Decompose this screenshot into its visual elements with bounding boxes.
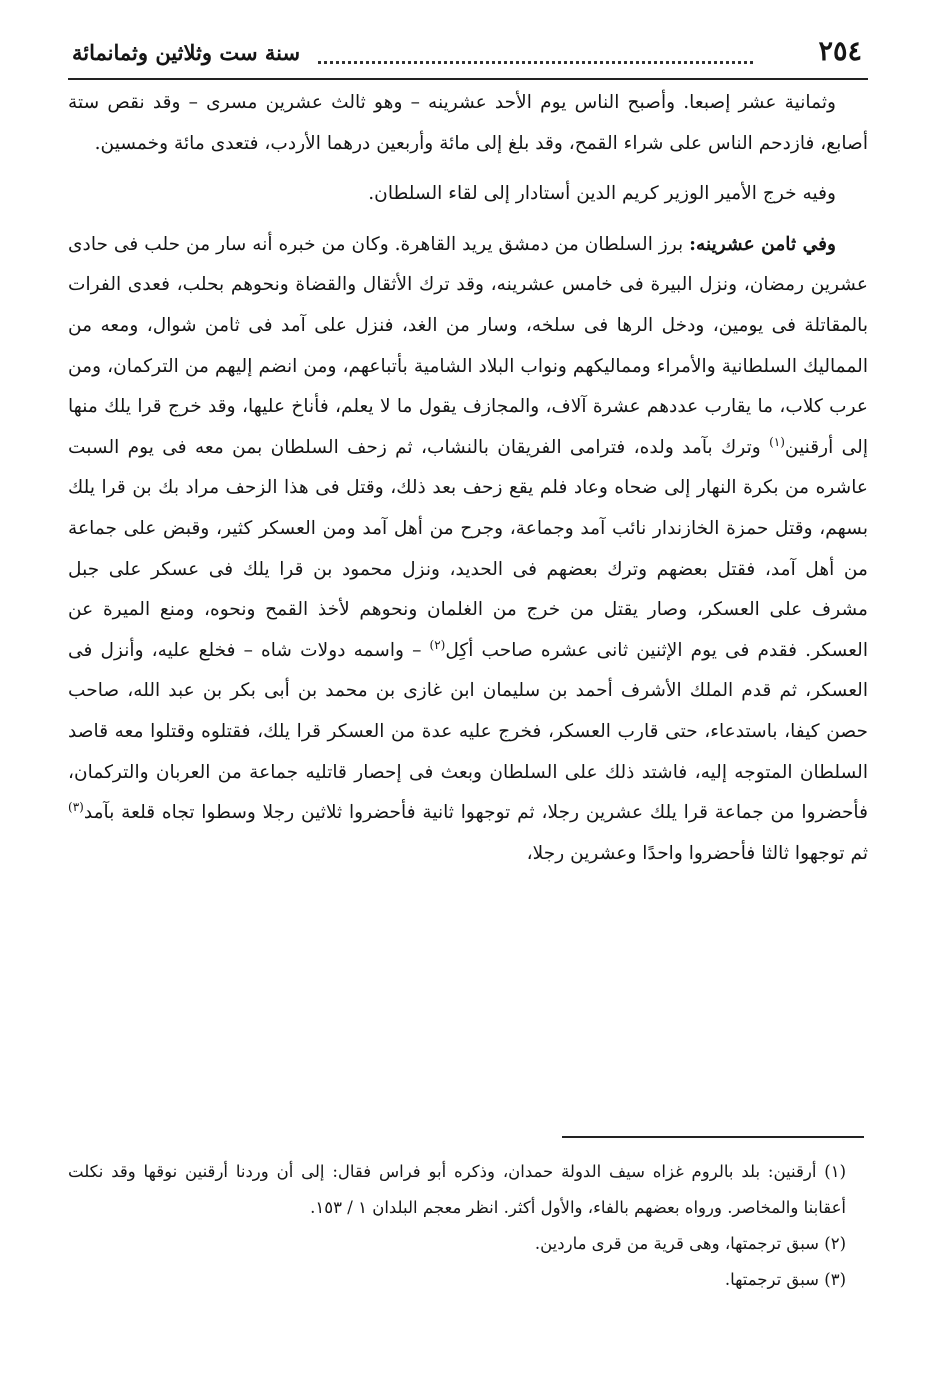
paragraph-3	[68, 225, 868, 875]
header-title: سنة ست وثلاثين وثمانمائة	[72, 40, 301, 65]
footnote-3: (٣) سبق ترجمتها.	[724, 1270, 846, 1289]
paragraph-3-text-b: وترك بآمد ولده، فترامى الفريقان بالنشاب، ثم زحف السلطان بمن معه فى يوم السبت عاشره من بكرة النهار إلى ضحاه وعاد فلم يقع زحف بعد ذلك، وقتل فى هذا الزحف مراد بك بن قرا يلك بسهم، وقتل حمزة الخازندار نائب آمد وجماعة، وجرح من أهل آمد ومن العسكر كثير، وقبض على جماعة من أهل آمد، فقتل بعضهم وترك بعضهم فى الحديد، ونزل محمود بن قرا يلك فى عسكر على جبل مشرف على العسكر، وصار يقتل من خرج من الغلمان ونحوهم لأخذ القمح ونحوه، ومنع الميرة عن العسكر. فقدم فى يوم الإثنين ثانى عشره صاحب أكِل	[68, 436, 868, 661]
footnotes	[68, 1154, 868, 1298]
paragraph-3-text-a: برز السلطان من دمشق يريد القاهرة. وكان من خبره أنه سار من حلب فى حادى عشرين رمضان، ونزل البيرة فى خامس عشرينه، وقد ترك الأثقال والقضاة ونحوهم بحلب، فعدى الفرات بالمقاتلة فى يومين، ودخل الرها فى سلخه، وسار من الغد، فنزل على آمد فى ثامن شوال، ومعه من المماليك السلطانية والأمراء ومماليكهم ونواب البلاد الشامية بأتباعهم، ومن انضم إليهم من التركمان، ومن عرب كلاب، ما يقارب عددهم عشرة آلاف، والمجازف يقول ما لا يعلم، فأناخ عليها، وقد خرج قرا يلك منها إلى أرقنين	[68, 233, 868, 458]
footnote-2: (٢) سبق ترجمتها، وهى قرية من قرى ماردين.	[534, 1234, 846, 1253]
paragraph-2: وفيه خرج الأمير الوزير كريم الدين أستادار إلى لقاء السلطان.	[368, 183, 836, 205]
page-number: ٢٥٤	[818, 36, 862, 67]
paragraph-3-lead: وفي ثامن عشرينه:	[689, 233, 836, 255]
footnote-separator	[562, 1136, 864, 1138]
main-text	[68, 83, 868, 884]
running-header	[68, 34, 868, 80]
paragraph-1: وثمانية عشر إصبعا. وأصبح الناس يوم الأحد عشرينه – وهو ثالث عشرين مسرى – وقد نقص ستة أصابع، فازدحم الناس على شراء القمح، وقد بلغ إلى مائة وأربعين درهما الأردب، فتعدى مائة وخمسين.	[68, 92, 868, 154]
paragraph-3-text-c: – واسمه دولات شاه – فخلع عليه، وأنزل فى العسكر، ثم قدم الملك الأشرف أحمد بن سليمان ابن غازى بن محمد بن أبى بكر بن عبد الله، صاحب حصن كيفا، باستدعاء، حتى قارب العسكر، فخرج عليه عدة من العسكر قرا يلك، فقتلوه وقتلوا معه قاصد السلطان المتوجه إليه، فاشتد ذلك على السلطان وبعث فى إحصار قاتليه جماعة من العربان والتركمان، فأحضروا من جماعة قرا يلك عشرين رجلا، ثم توجهوا ثانية فأحضروا ثلاثين رجلا وسطوا تجاه قلعة بآمد	[68, 639, 868, 824]
footnote-1: (١) أرقنين: بلد بالروم غزاه سيف الدولة حمدان، وذكره أبو فراس فقال: إلى أن وردنا أرقنين نوقها وقد نكلت أعقابنا والمخاصر. ورواه بعضهم بالفاء، والأول أكثر. انظر معجم البلدان ١ / ١٥٣.	[68, 1162, 846, 1217]
footnote-marker-2[interactable]: (٢)	[429, 637, 446, 652]
document-page	[68, 28, 868, 1358]
paragraph-3-text-d: ثم توجهوا ثالثا فأحضروا واحدًا وعشرين رجلا،	[526, 842, 868, 864]
footnote-marker-1[interactable]: (١)	[769, 434, 785, 449]
header-dot-leader	[318, 61, 753, 64]
footnote-marker-3[interactable]: (٣)	[68, 799, 84, 814]
